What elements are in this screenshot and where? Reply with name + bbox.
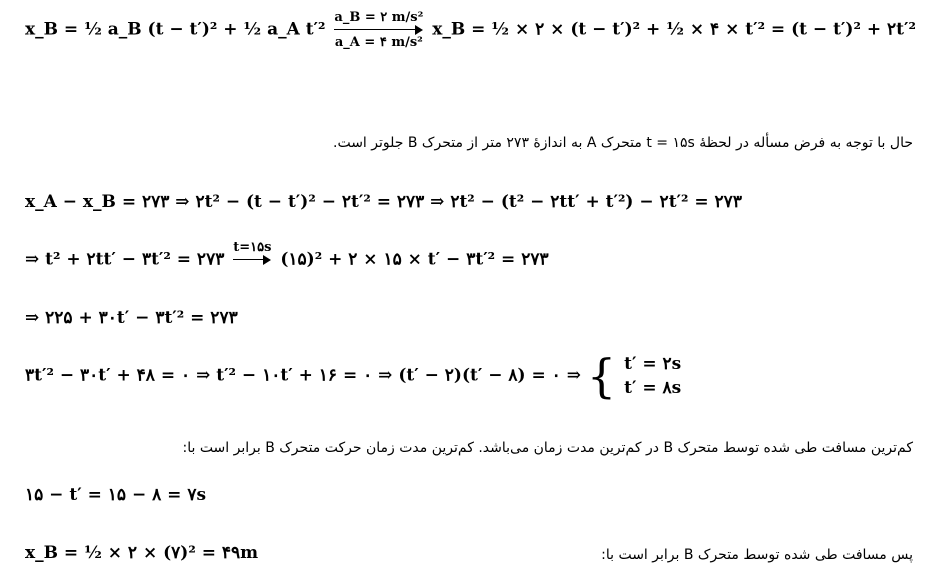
paragraph-condition: حال با توجه به فرض مسأله در لحظهٔ t = ۱۵s متحرک A به اندازهٔ ۲۷۳ متر از متحرک B جلوتر است. <box>333 135 913 151</box>
solution-case-1: t′ = ۲s <box>624 354 682 374</box>
equation-xb-right: x_B = ½ × ۲ × (t − t′)² + ½ × ۴ × t′² = (t − t′)² + ۲t′² <box>432 19 916 40</box>
solution-cases <box>624 352 681 400</box>
paragraph-distance-label: پس مسافت طی شده توسط متحرک B برابر است با: <box>601 547 913 563</box>
equation-eq3-right: (۱۵)² + ۲ × ۱۵ × t′ − ۳t′² = ۲۷۳ <box>280 249 549 270</box>
equation-xb-general <box>25 10 916 50</box>
equation-eq3-left: ⇒ t² + ۲tt′ − ۳t′² = ۲۷۳ <box>25 249 225 270</box>
equation-final-distance: x_B = ½ × ۲ × (۷)² = ۴۹m <box>25 543 259 563</box>
substitution-arrow-t <box>233 240 271 280</box>
equation-quadratic <box>25 349 682 403</box>
equation-simplified: ⇒ ۲۲۵ + ۳۰t′ − ۳t′² = ۲۷۳ <box>25 308 238 328</box>
equation-xa-minus-xb: x_A − x_B = ۲۷۳ ⇒ ۲t² − (t − t′)² − ۲t′² = ۲۷۳ ⇒ ۲t² − (t² − ۲tt′ + t′²) − ۲t′² = ۲۷۳ <box>25 192 742 212</box>
substitution-arrow <box>334 10 423 50</box>
arrow-shaft <box>334 25 423 35</box>
solution-case-2: t′ = ۸s <box>624 378 682 398</box>
cases-brace: { <box>586 349 617 403</box>
paragraph-min-distance: کم‌ترین مسافت طی شده توسط متحرک B در کم‌ترین مدت زمان می‌باشد. کم‌ترین مدت زمان حرکت متحرک B برابر است با: <box>182 440 913 456</box>
equation-substitute-t <box>25 240 549 280</box>
arrow-over-t: t=۱۵s <box>233 240 272 255</box>
equation-min-time: ۱۵ − t′ = ۱۵ − ۸ = ۷s <box>25 485 207 505</box>
equation-xb-left: x_B = ½ a_B (t − t′)² + ½ a_A t′² <box>25 19 326 40</box>
equation-eq5-left: ۳t′² − ۳۰t′ + ۴۸ = ۰ ⇒ t′² − ۱۰t′ + ۱۶ = ۰ ⇒ (t′ − ۲)(t′ − ۸) = ۰ ⇒ <box>25 365 581 386</box>
arrow-under-aa: a_A = ۴ m/s² <box>334 35 423 50</box>
arrow-shaft-t <box>233 255 271 265</box>
arrow-over-ab: a_B = ۲ m/s² <box>334 10 424 25</box>
